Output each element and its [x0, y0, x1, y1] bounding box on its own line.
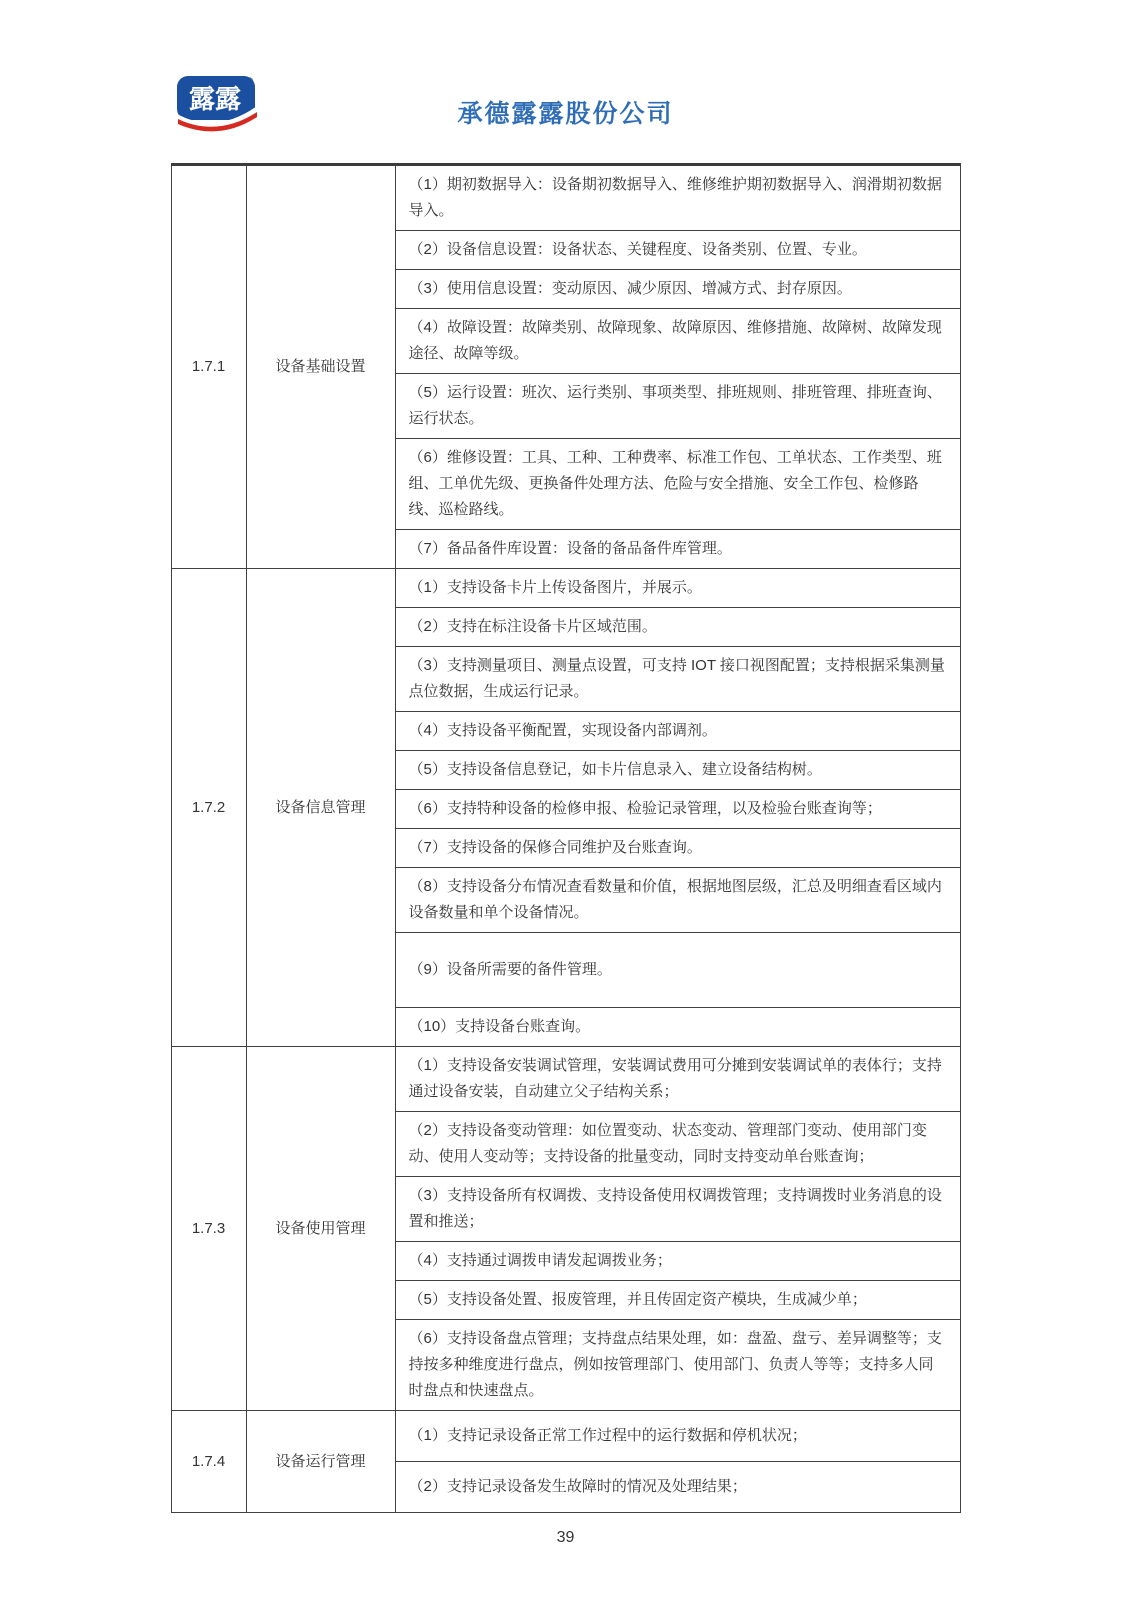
- requirement-item: （1）支持设备安装调试管理，安装调试费用可分摊到安装调试单的表体行；支持通过设备安装，自动建立父子结构关系；: [395, 1047, 960, 1112]
- requirement-item: （1）期初数据导入：设备期初数据导入、维修维护期初数据导入、润滑期初数据导入。: [395, 166, 960, 231]
- company-title: 承德露露股份公司: [457, 100, 674, 128]
- requirement-item: （5）支持设备处置、报废管理，并且传固定资产模块，生成减少单；: [395, 1281, 960, 1320]
- logo-text: 露露: [188, 84, 241, 114]
- requirement-item: （10）支持设备台账查询。: [395, 1008, 960, 1047]
- requirement-item: （2）支持记录设备发生故障时的情况及处理结果；: [395, 1462, 960, 1513]
- section-name: 设备基础设置: [246, 166, 395, 569]
- registered-mark: ®: [246, 76, 253, 86]
- requirement-item: （4）支持设备平衡配置，实现设备内部调剂。: [395, 712, 960, 751]
- requirement-item: （9）设备所需要的备件管理。: [395, 933, 960, 1008]
- requirement-item: （3）使用信息设置：变动原因、减少原因、增减方式、封存原因。: [395, 270, 960, 309]
- requirement-item: （8）支持设备分布情况查看数量和价值，根据地图层级，汇总及明细查看区域内设备数量和单个设备情况。: [395, 868, 960, 933]
- requirement-item: （1）支持设备卡片上传设备图片，并展示。: [395, 569, 960, 608]
- requirements-table: [171, 166, 961, 1513]
- page-content: [171, 166, 961, 1547]
- section-number: 1.7.2: [171, 569, 246, 1047]
- requirement-item: （2）支持设备变动管理：如位置变动、状态变动、管理部门变动、使用部门变动、使用人变动等；支持设备的批量变动，同时支持变动单台账查询；: [395, 1112, 960, 1177]
- requirement-item: （2）支持在标注设备卡片区域范围。: [395, 608, 960, 647]
- page-number: 39: [556, 1529, 575, 1546]
- requirement-item: （7）支持设备的保修合同维护及台账查询。: [395, 829, 960, 868]
- section-number: 1.7.3: [171, 1047, 246, 1411]
- requirement-item: （6）支持特种设备的检修申报、检验记录管理，以及检验台账查询等；: [395, 790, 960, 829]
- requirement-item: （5）运行设置：班次、运行类别、事项类型、排班规则、排班管理、排班查询、运行状态。: [395, 374, 960, 439]
- requirement-item: （3）支持设备所有权调拨、支持设备使用权调拨管理；支持调拨时业务消息的设置和推送；: [395, 1177, 960, 1242]
- requirement-item: （2）设备信息设置：设备状态、关键程度、设备类别、位置、专业。: [395, 231, 960, 270]
- table-row: [171, 569, 960, 608]
- requirement-item: （6）支持设备盘点管理；支持盘点结果处理，如：盘盈、盘亏、差异调整等；支持按多种维度进行盘点，例如按管理部门、使用部门、负责人等等；支持多人同时盘点和快速盘点。: [395, 1320, 960, 1411]
- page-header: [171, 0, 961, 166]
- requirement-item: （6）维修设置：工具、工种、工种费率、标准工作包、工单状态、工作类型、班组、工单优先级、更换备件处理方法、危险与安全措施、安全工作包、检修路线、巡检路线。: [395, 439, 960, 530]
- requirement-item: （4）故障设置：故障类别、故障现象、故障原因、维修措施、故障树、故障发现途径、故障等级。: [395, 309, 960, 374]
- requirement-item: （5）支持设备信息登记，如卡片信息录入、建立设备结构树。: [395, 751, 960, 790]
- section-name: 设备信息管理: [246, 569, 395, 1047]
- section-name: 设备使用管理: [246, 1047, 395, 1411]
- table-row: [171, 1047, 960, 1112]
- table-row: [171, 1411, 960, 1462]
- header-rule: [171, 163, 961, 166]
- section-number: 1.7.1: [171, 166, 246, 569]
- section-number: 1.7.4: [171, 1411, 246, 1513]
- table-row: [171, 166, 960, 231]
- section-name: 设备运行管理: [246, 1411, 395, 1513]
- requirement-item: （1）支持记录设备正常工作过程中的运行数据和停机状况；: [395, 1411, 960, 1462]
- requirement-item: （4）支持通过调拨申请发起调拨业务；: [395, 1242, 960, 1281]
- requirement-item: （3）支持测量项目、测量点设置，可支持 IOT 接口视图配置；支持根据采集测量点位数据，生成运行记录。: [395, 647, 960, 712]
- requirement-item: （7）备品备件库设置：设备的备品备件库管理。: [395, 530, 960, 569]
